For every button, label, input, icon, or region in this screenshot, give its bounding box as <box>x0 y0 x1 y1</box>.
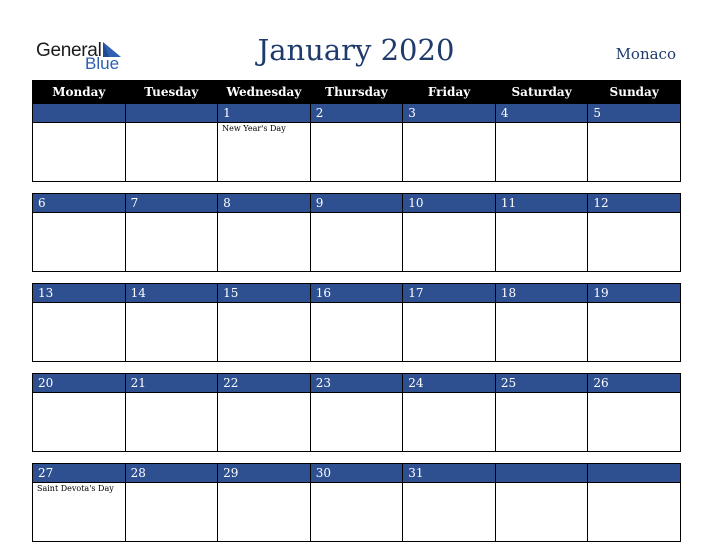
day-cell <box>125 374 218 452</box>
day-events <box>311 303 403 361</box>
day-number: 27 <box>33 464 125 483</box>
holiday-label <box>311 303 403 305</box>
holiday-label <box>403 213 495 215</box>
day-number: 6 <box>33 194 125 213</box>
week-row <box>33 374 681 452</box>
day-cell <box>403 194 496 272</box>
holiday-label <box>218 303 310 305</box>
day-number: 4 <box>496 104 588 123</box>
day-number: 22 <box>218 374 310 393</box>
holiday-label <box>588 303 680 305</box>
day-cell <box>588 374 681 452</box>
calendar-body <box>33 104 681 542</box>
holiday-label <box>311 213 403 215</box>
day-number: 15 <box>218 284 310 303</box>
day-cell <box>218 464 311 542</box>
holiday-label <box>496 123 588 125</box>
holiday-label <box>218 483 310 485</box>
holiday-label <box>496 303 588 305</box>
holiday-label <box>588 123 680 125</box>
day-events <box>403 213 495 271</box>
day-events <box>311 483 403 541</box>
holiday-label: Saint Devota's Day <box>37 484 114 493</box>
weekday-header: Wednesday <box>218 81 311 104</box>
day-number: 26 <box>588 374 680 393</box>
weekday-header-row <box>33 81 681 104</box>
holiday-label <box>126 303 218 305</box>
day-events <box>496 123 588 181</box>
weekday-header: Saturday <box>495 81 588 104</box>
week-gap <box>33 452 681 464</box>
day-cell <box>495 104 588 182</box>
week-row <box>33 104 681 182</box>
holiday-label <box>311 483 403 485</box>
week-row <box>33 284 681 362</box>
day-cell <box>310 194 403 272</box>
day-cell <box>125 284 218 362</box>
day-events <box>218 303 310 361</box>
day-cell <box>403 464 496 542</box>
day-number: 12 <box>588 194 680 213</box>
day-cell <box>310 284 403 362</box>
holiday-label: New Year's Day <box>222 124 286 133</box>
holiday-label <box>588 483 680 485</box>
holiday-label <box>588 213 680 215</box>
holiday-label <box>403 393 495 395</box>
day-events <box>311 393 403 451</box>
day-number: 8 <box>218 194 310 213</box>
calendar-grid <box>32 80 681 542</box>
holiday-label <box>311 393 403 395</box>
holiday-label <box>496 393 588 395</box>
week-row <box>33 194 681 272</box>
day-events <box>403 303 495 361</box>
day-events <box>496 303 588 361</box>
day-events <box>126 303 218 361</box>
day-cell <box>403 104 496 182</box>
week-gap <box>33 272 681 284</box>
holiday-label <box>126 123 218 125</box>
day-cell <box>33 194 126 272</box>
day-number: 11 <box>496 194 588 213</box>
day-number: 19 <box>588 284 680 303</box>
day-cell <box>218 194 311 272</box>
logo-text-general: General <box>36 40 102 61</box>
day-cell <box>588 464 681 542</box>
day-cell <box>33 374 126 452</box>
day-events <box>33 303 125 361</box>
day-events <box>126 213 218 271</box>
day-events <box>126 483 218 541</box>
day-events <box>496 483 588 541</box>
day-events <box>33 123 125 181</box>
day-number: 14 <box>126 284 218 303</box>
day-number: 16 <box>311 284 403 303</box>
holiday-label <box>403 303 495 305</box>
day-events <box>496 213 588 271</box>
day-events <box>588 483 680 541</box>
day-cell <box>588 104 681 182</box>
day-cell <box>495 464 588 542</box>
day-cell <box>403 284 496 362</box>
day-cell <box>310 374 403 452</box>
holiday-label <box>33 303 125 305</box>
day-cell <box>310 464 403 542</box>
day-number <box>588 464 680 483</box>
weekday-header: Tuesday <box>125 81 218 104</box>
holiday-label <box>33 123 125 125</box>
day-number: 7 <box>126 194 218 213</box>
day-number: 18 <box>496 284 588 303</box>
day-cell <box>125 104 218 182</box>
holiday-label <box>33 213 125 215</box>
day-number: 23 <box>311 374 403 393</box>
day-events <box>218 393 310 451</box>
day-number: 17 <box>403 284 495 303</box>
day-number: 25 <box>496 374 588 393</box>
day-events <box>218 123 310 181</box>
holiday-label <box>496 213 588 215</box>
week-row <box>33 464 681 542</box>
week-gap <box>33 362 681 374</box>
weekday-header: Sunday <box>588 81 681 104</box>
day-events <box>588 303 680 361</box>
day-cell <box>218 374 311 452</box>
day-number: 28 <box>126 464 218 483</box>
day-events <box>33 393 125 451</box>
day-number: 13 <box>33 284 125 303</box>
day-number: 30 <box>311 464 403 483</box>
day-number: 3 <box>403 104 495 123</box>
day-events <box>403 393 495 451</box>
day-events <box>588 393 680 451</box>
day-events <box>496 393 588 451</box>
holiday-label <box>126 393 218 395</box>
day-cell <box>495 194 588 272</box>
day-number: 21 <box>126 374 218 393</box>
day-events <box>588 213 680 271</box>
day-number: 29 <box>218 464 310 483</box>
holiday-label <box>33 393 125 395</box>
day-events <box>126 123 218 181</box>
day-cell <box>218 104 311 182</box>
day-number: 5 <box>588 104 680 123</box>
day-events <box>403 483 495 541</box>
day-number: 31 <box>403 464 495 483</box>
day-number <box>496 464 588 483</box>
day-cell <box>495 284 588 362</box>
holiday-label <box>126 213 218 215</box>
day-number: 10 <box>403 194 495 213</box>
day-number: 9 <box>311 194 403 213</box>
holiday-label <box>496 483 588 485</box>
weekday-header: Monday <box>33 81 126 104</box>
country-label: Monaco <box>615 45 676 63</box>
day-events <box>311 213 403 271</box>
day-events <box>588 123 680 181</box>
holiday-label <box>126 483 218 485</box>
holiday-label <box>403 123 495 125</box>
day-number: 1 <box>218 104 310 123</box>
holiday-label <box>218 393 310 395</box>
day-cell <box>310 104 403 182</box>
week-gap <box>33 182 681 194</box>
weekday-header: Thursday <box>310 81 403 104</box>
day-events <box>311 123 403 181</box>
weekday-header: Friday <box>403 81 496 104</box>
day-cell <box>33 464 126 542</box>
holiday-label <box>311 123 403 125</box>
day-number <box>126 104 218 123</box>
day-events <box>218 483 310 541</box>
day-events <box>218 213 310 271</box>
holiday-label <box>588 393 680 395</box>
day-events <box>403 123 495 181</box>
day-cell <box>403 374 496 452</box>
day-number <box>33 104 125 123</box>
day-number: 24 <box>403 374 495 393</box>
day-cell <box>588 284 681 362</box>
day-cell <box>588 194 681 272</box>
day-number: 2 <box>311 104 403 123</box>
day-events <box>33 483 125 541</box>
holiday-label <box>403 483 495 485</box>
day-cell <box>33 104 126 182</box>
day-events <box>126 393 218 451</box>
day-events <box>33 213 125 271</box>
day-cell <box>125 194 218 272</box>
day-number: 20 <box>33 374 125 393</box>
logo-text-blue: Blue <box>85 54 120 73</box>
day-cell <box>33 284 126 362</box>
day-cell <box>125 464 218 542</box>
page-title: January 2020 <box>257 33 455 67</box>
day-cell <box>495 374 588 452</box>
day-cell <box>218 284 311 362</box>
holiday-label <box>218 213 310 215</box>
